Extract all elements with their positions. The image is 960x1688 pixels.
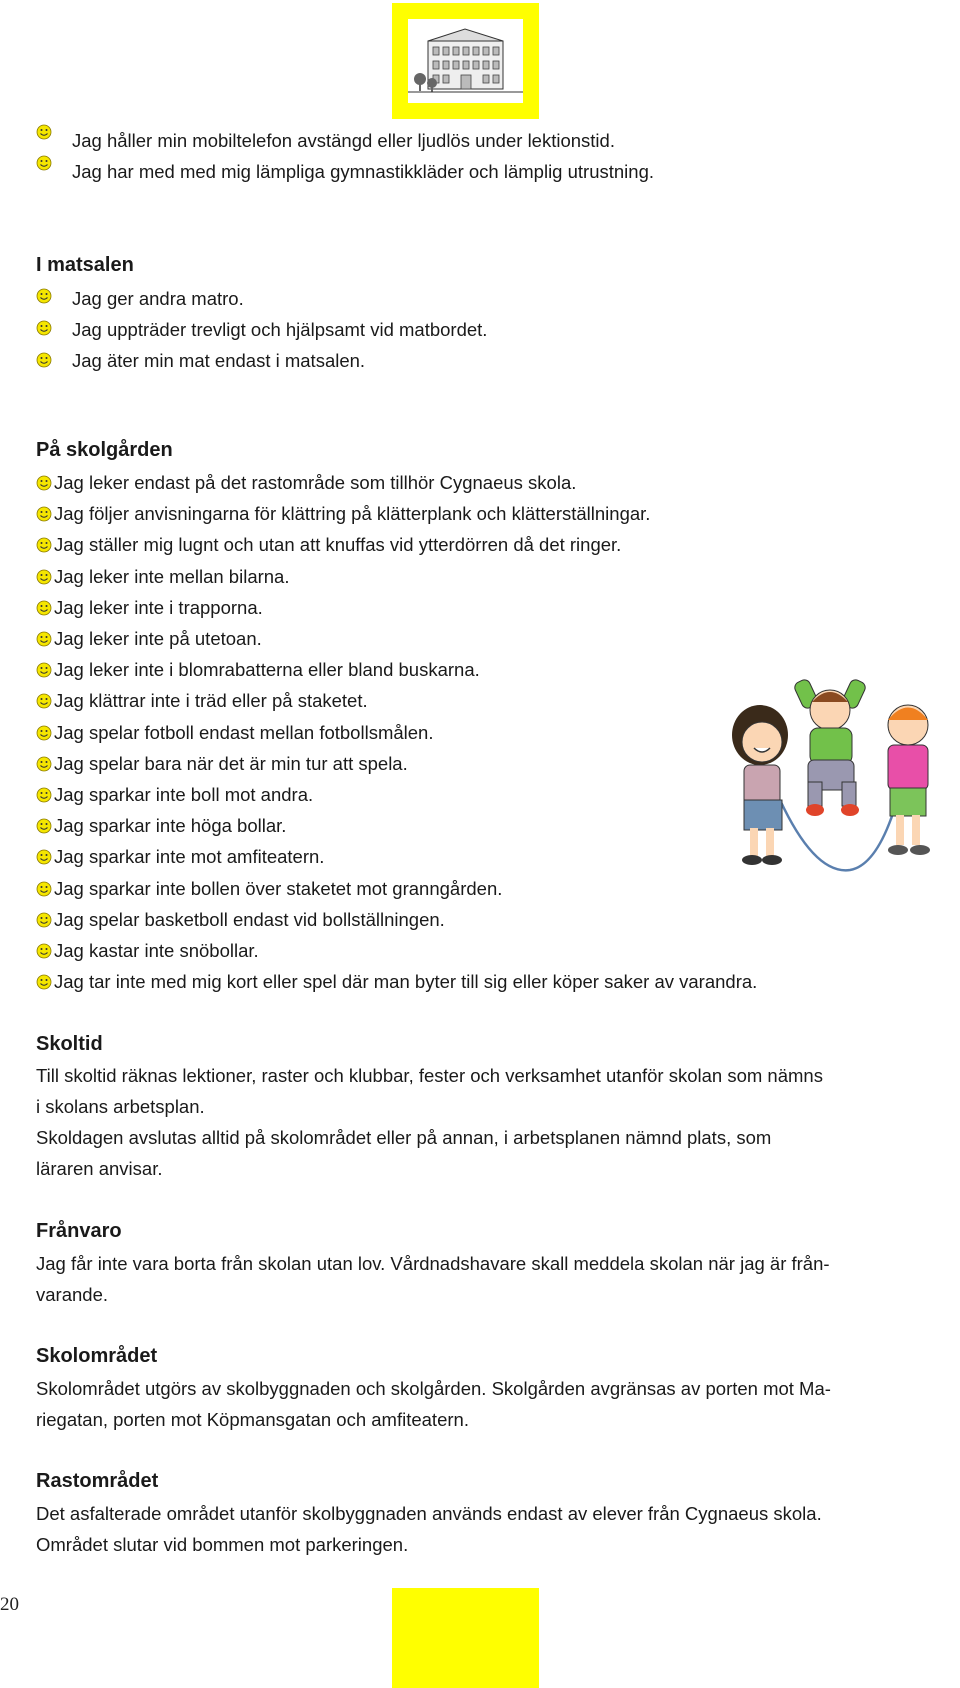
paragraph-line: läraren anvisar. — [36, 1158, 163, 1179]
smiley-icon — [36, 787, 52, 803]
section-heading-matsalen: I matsalen — [36, 254, 134, 276]
rule-item: Jag uppträder trevligt och hjälpsamt vid matbordet. — [72, 319, 488, 340]
smiley-icon — [36, 849, 52, 865]
smiley-icon — [36, 693, 52, 709]
section-heading-rastomradet: Rastområdet — [36, 1470, 159, 1492]
rule-item: Jag följer anvisningarna för klättring på klätterplank och klätterställningar. — [54, 503, 651, 524]
smiley-icon — [36, 600, 52, 616]
rule-item: Jag leker inte på utetoan. — [54, 628, 262, 649]
rule-item: Jag leker inte i trapporna. — [54, 597, 263, 618]
children-jump-rope-icon — [720, 670, 960, 880]
school-building-icon — [408, 19, 523, 103]
footer-yellow-block — [392, 1588, 539, 1688]
smiley-icon — [36, 912, 52, 928]
smiley-icon — [36, 974, 52, 990]
rule-item: Jag spelar basketboll endast vid bollställningen. — [54, 909, 445, 930]
smiley-icon — [36, 662, 52, 678]
paragraph-line: Det asfalterade området utanför skolbyggnaden används endast av elever från Cygnaeus skola. — [36, 1503, 822, 1524]
rule-item: Jag har med med mig lämpliga gymnastikkläder och lämplig utrustning. — [72, 161, 654, 182]
smiley-icon — [36, 818, 52, 834]
rule-item: Jag spelar fotboll endast mellan fotbollsmålen. — [54, 722, 434, 743]
rule-item: Jag kastar inte snöbollar. — [54, 940, 259, 961]
rule-item: Jag leker endast på det rastområde som tillhör Cygnaeus skola. — [54, 472, 577, 493]
rule-item: Jag leker inte i blomrabatterna eller bland buskarna. — [54, 659, 480, 680]
rule-item: Jag klättrar inte i träd eller på staketet. — [54, 690, 368, 711]
smiley-icon — [36, 506, 52, 522]
rule-item: Jag sparkar inte bollen över staketet mot granngården. — [54, 878, 503, 899]
section-heading-skolgarden: På skolgården — [36, 439, 173, 461]
rule-item: Jag sparkar inte boll mot andra. — [54, 784, 314, 805]
header-logo-frame — [392, 3, 539, 119]
smiley-icon — [36, 352, 52, 368]
section-heading-franvaro: Frånvaro — [36, 1220, 122, 1242]
smiley-icon — [36, 631, 52, 647]
smiley-icon — [36, 943, 52, 959]
smiley-icon — [36, 725, 52, 741]
paragraph-line: Skolområdet utgörs av skolbyggnaden och skolgården. Skolgården avgränsas av porten mot Ma- — [36, 1378, 831, 1399]
rule-item: Jag sparkar inte mot amfiteatern. — [54, 846, 325, 867]
paragraph-line: Området slutar vid bommen mot parkeringen. — [36, 1534, 409, 1555]
smiley-icon — [36, 320, 52, 336]
paragraph-line: Jag får inte vara borta från skolan utan lov. Vårdnadshavare skall meddela skolan när jag är från- — [36, 1253, 830, 1274]
rule-item: Jag ställer mig lugnt och utan att knuffas vid ytterdörren då det ringer. — [54, 534, 622, 555]
section-heading-skolomradet: Skolområdet — [36, 1345, 158, 1367]
smiley-icon — [36, 756, 52, 772]
paragraph-line: i skolans arbetsplan. — [36, 1096, 205, 1117]
smiley-icon — [36, 569, 52, 585]
smiley-icon — [36, 475, 52, 491]
paragraph-line: Skoldagen avslutas alltid på skolområdet eller på annan, i arbetsplanen nämnd plats, som — [36, 1127, 772, 1148]
section-heading-skoltid: Skoltid — [36, 1033, 103, 1055]
smiley-icon — [36, 537, 52, 553]
rule-item: Jag äter min mat endast i matsalen. — [72, 350, 366, 371]
smiley-icon — [36, 155, 52, 171]
rule-item: Jag spelar bara när det är min tur att spela. — [54, 753, 408, 774]
smiley-icon — [36, 881, 52, 897]
paragraph-franvaro — [36, 1248, 830, 1310]
paragraph-line: varande. — [36, 1284, 108, 1305]
paragraph-skoltid — [36, 1060, 823, 1184]
paragraph-skolomradet — [36, 1373, 831, 1435]
paragraph-line: riegatan, porten mot Köpmansgatan och amfiteatern. — [36, 1409, 469, 1430]
rule-item: Jag håller min mobiltelefon avstängd eller ljudlös under lektionstid. — [72, 130, 615, 151]
rule-item: Jag tar inte med mig kort eller spel där man byter till sig eller köper saker av varandra. — [54, 971, 758, 992]
rule-item: Jag ger andra matro. — [72, 288, 244, 309]
page-number: 20 — [0, 1594, 19, 1615]
rule-item: Jag sparkar inte höga bollar. — [54, 815, 287, 836]
rule-item: Jag leker inte mellan bilarna. — [54, 566, 290, 587]
smiley-icon — [36, 124, 52, 140]
paragraph-rastomradet — [36, 1498, 822, 1560]
paragraph-line: Till skoltid räknas lektioner, raster och klubbar, fester och verksamhet utanför skolan som nämns — [36, 1065, 823, 1086]
smiley-icon — [36, 288, 52, 304]
